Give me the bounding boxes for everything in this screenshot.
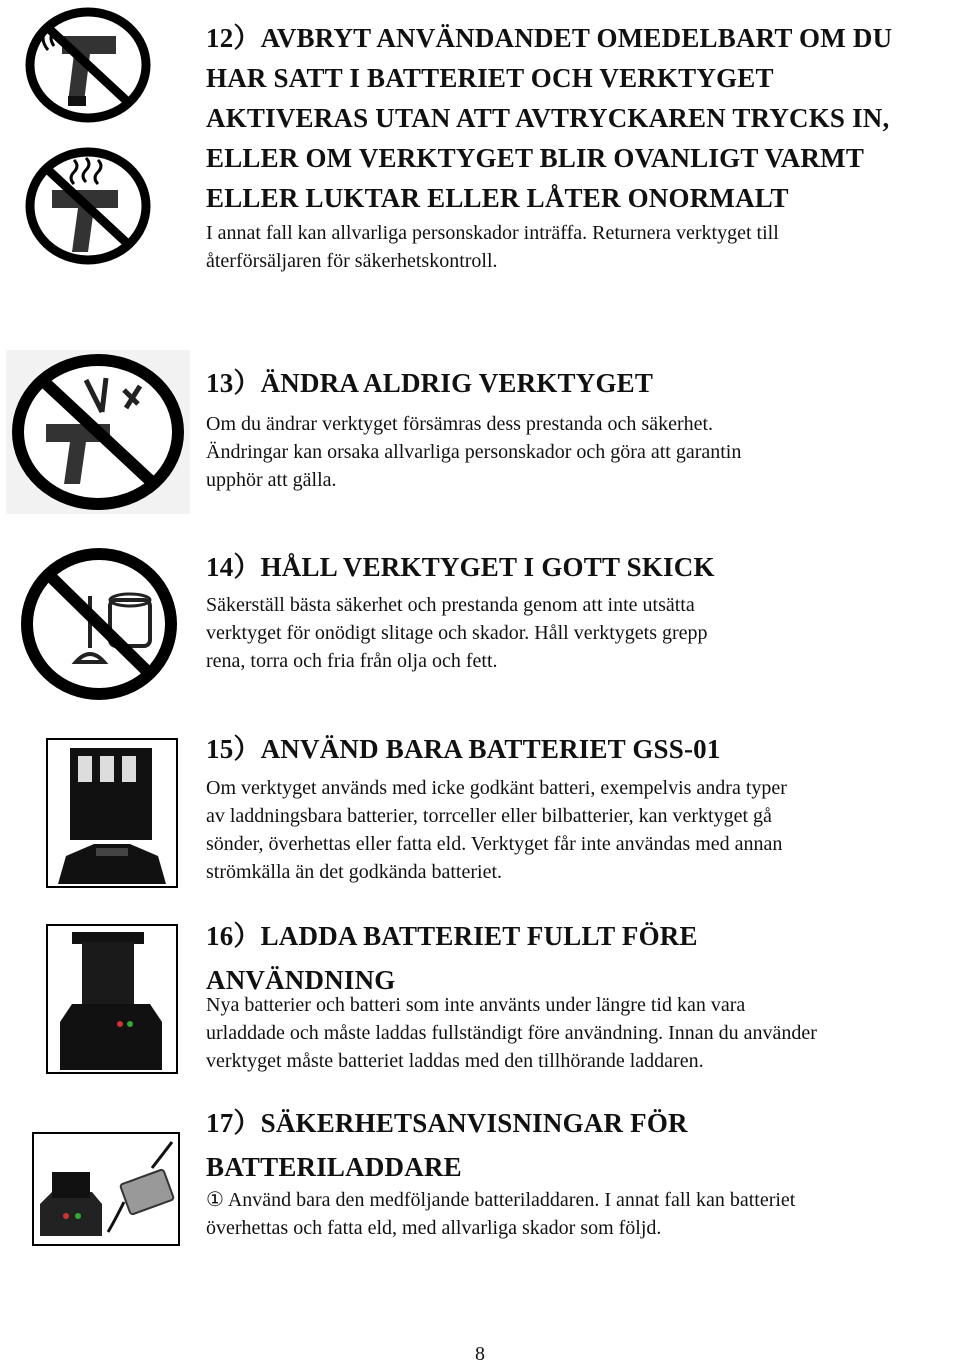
section-12-heading: 12）AVBRYT ANVÄNDANDET OMEDELBART OM DU HAR SATT I BATTERIET OCH VERKTYGET AKTIVERAS UTAN ATT AVTRYCKAREN TRYCKS IN, ELLER OM VERKTYGET BLIR OVANLIGT VARMT ELLER LUKTAR ELLER LÅTER ONORMALT xyxy=(206,23,893,213)
battery-pack-icon xyxy=(46,738,178,888)
section-12-body: I annat fall kan allvarliga personskador inträffa. Returnera verktyget till återförsäljaren för säkerhetskontroll. xyxy=(206,222,779,272)
section-14-body: Säkerställ bästa säkerhet och prestanda genom att inte utsätta verktyget för onödigt slitage och skador. Håll verktygets grepp rena, torra och fria från olja och fett. xyxy=(206,594,708,672)
section-17-body: ① Använd bara den medföljande batteriladdaren. I annat fall kan batteriet överhettas och fatta eld, med allvarliga skador som följd. xyxy=(206,1189,796,1239)
no-oil-grease-icon xyxy=(18,544,180,704)
page-number: 8 xyxy=(475,1343,485,1365)
section-13-body: Om du ändrar verktyget försämras dess prestanda och säkerhet. Ändringar kan orsaka allvarliga personskador och göra att garantin upphör att gälla. xyxy=(206,413,742,491)
section-16-heading: 16）LADDA BATTERIET FULLT FÖRE ANVÄNDNING xyxy=(206,921,698,995)
no-unexpected-activation-icon xyxy=(24,6,152,124)
section-15-heading: 15）ANVÄND BARA BATTERIET GSS-01 xyxy=(206,734,721,764)
section-17-heading: 17）SÄKERHETSANVISNINGAR FÖR BATTERILADDARE xyxy=(206,1108,688,1182)
charger-with-adapter-icon xyxy=(32,1132,180,1246)
no-overheating-icon xyxy=(24,146,152,266)
section-13-heading: 13）ÄNDRA ALDRIG VERKTYGET xyxy=(206,368,654,398)
no-modification-icon xyxy=(6,350,190,514)
section-14-heading: 14）HÅLL VERKTYGET I GOTT SKICK xyxy=(206,552,715,582)
section-15-body: Om verktyget används med icke godkänt batteri, exempelvis andra typer av laddningsbara batterier, torrceller eller bilbatterier, kan verktyget gå sönder, överhettas eller fatta eld. Verktyget får inte användas med annan strömkälla än det godkända batteriet. xyxy=(206,777,787,883)
section-16-body: Nya batterier och batteri som inte använts under längre tid kan vara urladdade och måste laddas fullständigt före användning. Innan du använder verktyget måste batteriet laddas med den tillhörande laddaren. xyxy=(206,994,817,1072)
battery-in-charger-icon xyxy=(46,924,178,1074)
